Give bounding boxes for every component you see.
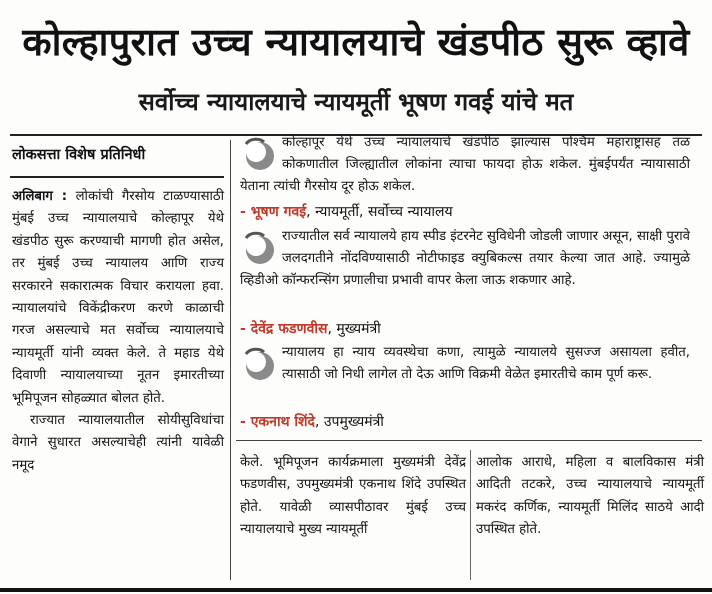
bottom-column-1: केले. भूमिपूजन कार्यक्रमाला मुख्यमंत्री देवेंद्र फडणवीस, उपमुख्यमंत्री एकनाथ शिंदे उपस्थित होते. यावेळी व्यासपीठावर मुंबई उच्च न्यायालयाचे मुख्य न्यायमूर्ती xyxy=(240,455,466,538)
quote-attribution-2: - देवेंद्र फडणवीस, मुख्यमंत्री xyxy=(240,321,381,337)
quote-author-1: भूषण गवई xyxy=(250,204,307,220)
quotes-bottom-rule xyxy=(236,440,702,441)
quote-author-role-1: , न्यायमूर्ती, सर्वोच्च न्यायालय xyxy=(306,204,453,220)
quote-author-2: देवेंद्र फडणवीस xyxy=(250,321,328,337)
quote-text-3: न्यायालय हा न्याय व्यवस्थेचा कणा, त्यामुळे न्यायालये सुसज्ज असायला हवीत, त्यासाठी जो निधी लागेल तो देऊ आणि विक्रमी वेळेत इमारतीचे काम पूर्ण करू. xyxy=(282,345,690,383)
byline: लोकसत्ता विशेष प्रतिनिधी xyxy=(12,147,146,163)
bottom-column-2: आलोक आराधे, महिला व बालविकास मंत्री आदिती तटकरे, उच्च न्यायालयाचे न्यायमूर्ती मकरंद कर्णिक, न्यायमूर्ती मिलिंद साठये आदी उपस्थित होते. xyxy=(476,455,704,538)
bottom-column-divider xyxy=(470,450,471,580)
quote-block-1 xyxy=(240,132,690,199)
column-divider xyxy=(230,140,231,580)
quote-attribution-3: - एकनाथ शिंदे, उपमुख्यमंत्री xyxy=(240,414,384,430)
quote-attribution-1: - भूषण गवई, न्यायमूर्ती, सर्वोच्च न्यायालय xyxy=(240,204,453,220)
bottom-rule xyxy=(0,588,712,592)
quote-mark-icon xyxy=(240,230,276,266)
dateline: अलिबाग : xyxy=(12,189,68,204)
left-column-text-2: राज्यात न्यायालयातील सोयीसुविधांचा वेगाने सुधारत असल्याचेही त्यांनी यावेळी नमूद xyxy=(12,413,224,473)
quote-author-3: एकनाथ शिंदे xyxy=(250,414,315,430)
headline: कोल्हापुरात उच्च न्यायालयाचे खंडपीठ सुरू व्हावे xyxy=(22,20,690,64)
left-column-text: लोकांची गैरसोय टाळण्यासाठी मुंबई उच्च न्यायालयाचे कोल्हापूर येथे खंडपीठ सुरू करण्याची मागणी होत असेल, तर मुंबई उच्च न्यायालय आणि राज्य सरकारने सकारात्मक विचार करायला हवा. न्यायालयांचे विकेंद्रीकरण करणे काळाची गरज असल्याचे मत सर्वोच्च न्यायालयाचे न्यायमूर्ती यांनी व्यक्त केले. ते महाड येथे दिवाणी न्यायालयाच्या नूतन इमारतीच्या भूमिपूजन सोहळ्यात बोलत होते. xyxy=(12,189,224,406)
quote-text-1: कोल्हापूर येथे उच्च न्यायालयाचे खंडपीठ झाल्यास पश्चिम महाराष्ट्रासह तळ कोकणातील जिल्ह्यातील लोकांना त्याचा फायदा होऊ शकेल. मुंबईपर्यंत न्यायासाठी येताना त्यांची गैरसोय दूर होऊ शकेल. xyxy=(240,135,690,195)
quote-text-2: राज्यातील सर्व न्यायालये हाय स्पीड इंटरनेट सुविधेनी जोडली जाणार असून, साक्षी पुरावे जलदगतीने नोंदविण्यासाठी नोटीफाइड क्युबिकल्स तयार केल्या जात आहे. ज्यामुळे व्हिडीओ कॉन्फरन्सिंग प्रणालीचा प्रभावी वापर केला जाऊ शकणार आहे. xyxy=(240,229,690,289)
quote-author-role-2: , मुख्यमंत्री xyxy=(327,321,381,337)
quote-author-role-3: , उपमुख्यमंत्री xyxy=(314,414,384,430)
subheadline: सर्वोच्च न्यायालयाचे न्यायमूर्ती भूषण गवई यांचे मत xyxy=(138,88,574,116)
quote-block-2 xyxy=(240,226,690,293)
quote-mark-icon xyxy=(240,346,276,382)
quote-block-3 xyxy=(240,342,690,386)
byline-rule xyxy=(10,176,224,178)
quote-mark-icon xyxy=(240,136,276,172)
left-column xyxy=(12,186,224,477)
